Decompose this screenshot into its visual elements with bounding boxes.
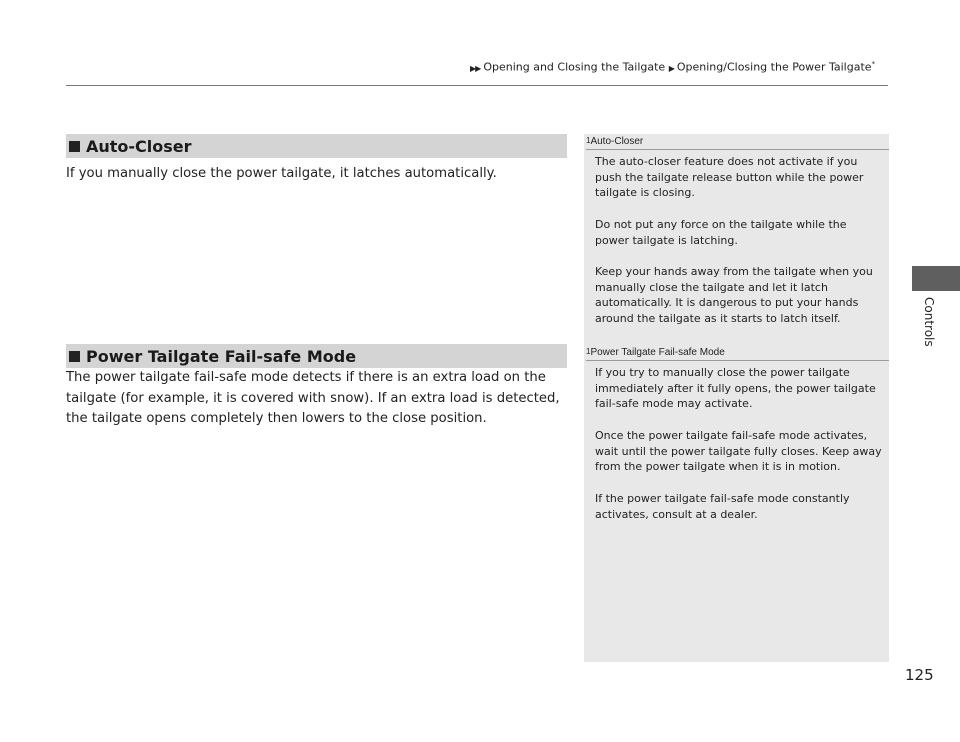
note-marker-icon: 1 bbox=[586, 136, 591, 145]
chapter-tab bbox=[912, 266, 960, 291]
note-marker-icon: 1 bbox=[586, 347, 591, 356]
note-paragraph: Do not put any force on the tailgate while the power tailgate is latching. bbox=[595, 218, 847, 247]
note-title-text: Power Tailgate Fail-safe Mode bbox=[590, 347, 725, 358]
section-title: Power Tailgate Fail-safe Mode bbox=[86, 346, 357, 366]
note-paragraph: If you try to manually close the power tailgate immediately after it fully opens, the power tailgate fail-safe mode may activate. bbox=[595, 366, 876, 411]
section-body-auto-closer: If you manually close the power tailgate, it latches automatically. bbox=[66, 166, 497, 182]
section-body-fail-safe: The power tailgate fail-safe mode detects if there is an extra load on the tailgate (for example, it is covered with snow). If an extra load is detected, the tailgate opens completely then lowers to the close position. bbox=[66, 370, 560, 427]
section-title: Auto-Closer bbox=[86, 136, 192, 156]
section-header-auto-closer bbox=[66, 134, 567, 158]
note-paragraph: The auto-closer feature does not activate if you push the tailgate release button while the power tailgate is closing. bbox=[595, 155, 864, 200]
breadcrumb bbox=[470, 60, 875, 74]
arrow-icon: ▶ bbox=[668, 63, 674, 73]
section-header-fail-safe bbox=[66, 344, 567, 368]
asterisk-mark: * bbox=[871, 60, 876, 68]
note-paragraph: Once the power tailgate fail-safe mode activates, wait until the power tailgate fully closes. Keep away from the power tailgate when it is in motion. bbox=[595, 429, 882, 474]
breadcrumb-item-2: Opening/Closing the Power Tailgate bbox=[676, 60, 872, 74]
note-title-auto-closer bbox=[586, 136, 889, 150]
header-divider bbox=[66, 85, 888, 86]
square-bullet-icon bbox=[69, 141, 80, 152]
note-title-text: Auto-Closer bbox=[590, 136, 644, 147]
note-paragraph: Keep your hands away from the tailgate when you manually close the tailgate and let it latch automatically. It is dangerous to put your hands around the tailgate as it starts to latch itself. bbox=[595, 265, 873, 326]
double-arrow-icon: ▶▶ bbox=[470, 63, 481, 73]
square-bullet-icon bbox=[69, 351, 80, 362]
breadcrumb-item-1: Opening and Closing the Tailgate bbox=[483, 60, 666, 74]
chapter-label: Controls bbox=[922, 297, 936, 347]
note-title-fail-safe bbox=[586, 347, 889, 361]
note-paragraph: If the power tailgate fail-safe mode constantly activates, consult at a dealer. bbox=[595, 492, 850, 521]
page-number: 125 bbox=[905, 666, 934, 684]
